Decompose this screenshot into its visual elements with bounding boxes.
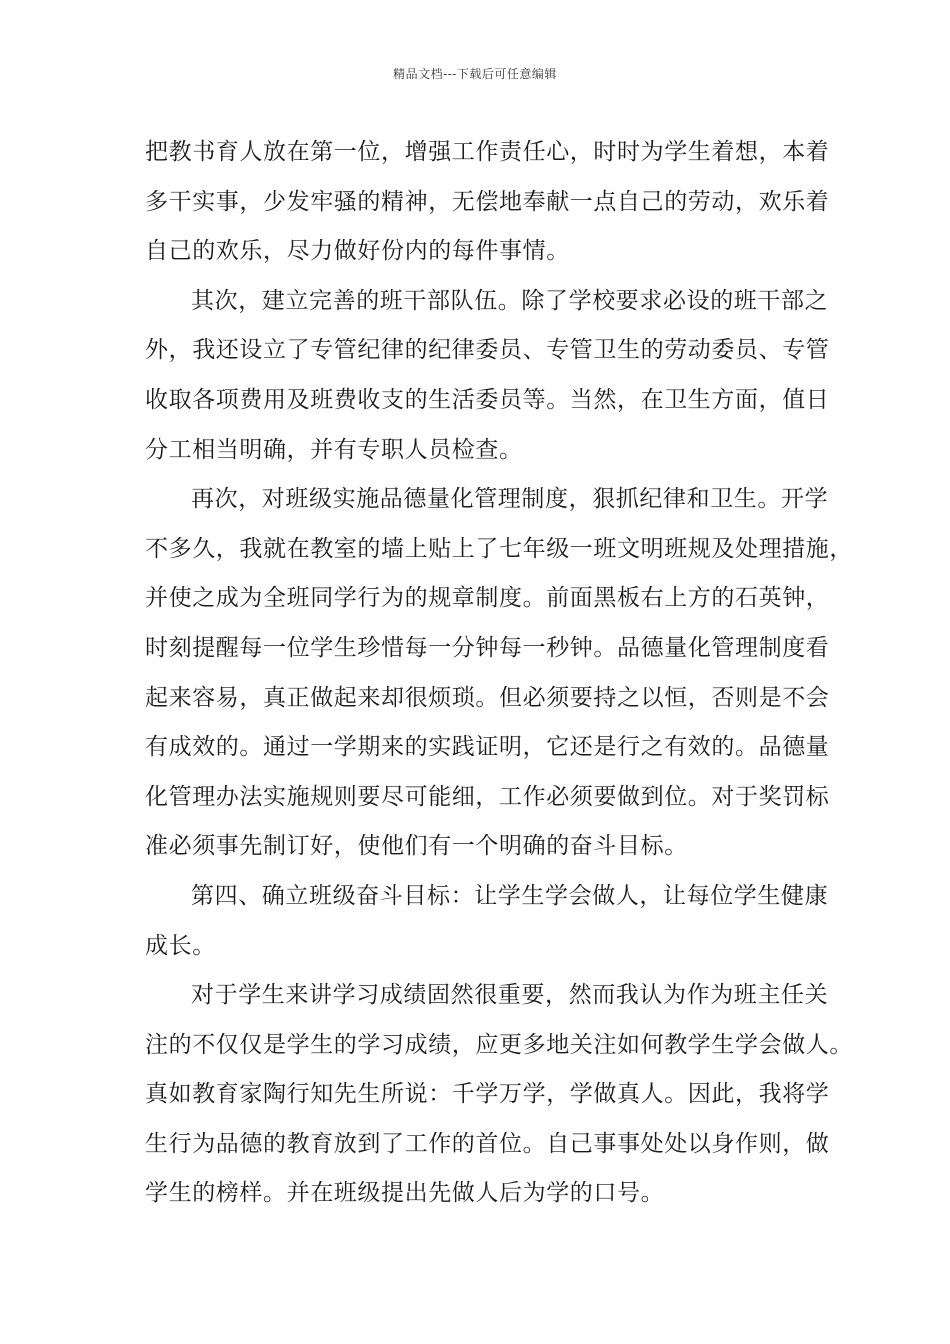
text-line: 把教书育人放在第一位，增强工作责任心，时时为学生着想，本着	[145, 139, 830, 165]
text-line: 起来容易，真正做起来却很烦琐。但必须要持之以恒，否则是不会	[145, 684, 830, 711]
text-line: 自己的欢乐，尽力做好份内的每件事情。	[145, 238, 570, 265]
text-line: 第四、确立班级奋斗目标：让学生学会做人，让每位学生健康	[191, 882, 829, 909]
text-line: 其次，建立完善的班干部队伍。除了学校要求必设的班干部之	[191, 287, 829, 314]
text-line: 时刻提醒每一位学生珍惜每一分钟每一秒钟。品德量化管理制度看	[145, 634, 830, 661]
text-line: 对于学生来讲学习成绩固然很重要，然而我认为作为班主任关	[191, 982, 829, 1009]
text-line: 再次，对班级实施品德量化管理制度，狠抓纪律和卫生。开学	[191, 486, 829, 513]
text-line: 多干实事，少发牢骚的精神，无偿地奉献一点自己的劳动，欢乐着	[145, 188, 830, 215]
text-line: 分工相当明确，并有专职人员检查。	[145, 436, 523, 463]
text-line: 收取各项费用及班费收支的生活委员等。当然，在卫生方面，值日	[145, 386, 830, 413]
text-line: 注的不仅仅是学生的学习成绩，应更多地关注如何教学生学会做人。	[145, 1031, 853, 1058]
text-line: 化管理办法实施规则要尽可能细，工作必须要做到位。对于奖罚标	[145, 783, 830, 810]
text-line: 外，我还设立了专管纪律的纪律委员、专管卫生的劳动委员、专管	[145, 337, 830, 364]
text-line: 生行为品德的教育放到了工作的首位。自己事事处处以身作则，做	[145, 1130, 830, 1157]
text-line: 学生的榜样。并在班级提出先做人后为学的口号。	[145, 1180, 665, 1207]
text-line: 有成效的。通过一学期来的实践证明，它还是行之有效的。品德量	[145, 734, 830, 761]
text-line: 真如教育家陶行知先生所说：千学万学，学做真人。因此，我将学	[145, 1081, 830, 1108]
text-line: 并使之成为全班同学行为的规章制度。前面黑板右上方的石英钟，	[145, 585, 830, 612]
page-header: 精品文档---下载后可任意编辑	[393, 67, 557, 81]
text-line: 不多久，我就在教室的墙上贴上了七年级一班文明班规及处理措施，	[145, 535, 853, 562]
text-line: 成长。	[145, 932, 216, 959]
text-line: 准必须事先制订好，使他们有一个明确的奋斗目标。	[145, 833, 688, 860]
document-body	[145, 128, 853, 1219]
